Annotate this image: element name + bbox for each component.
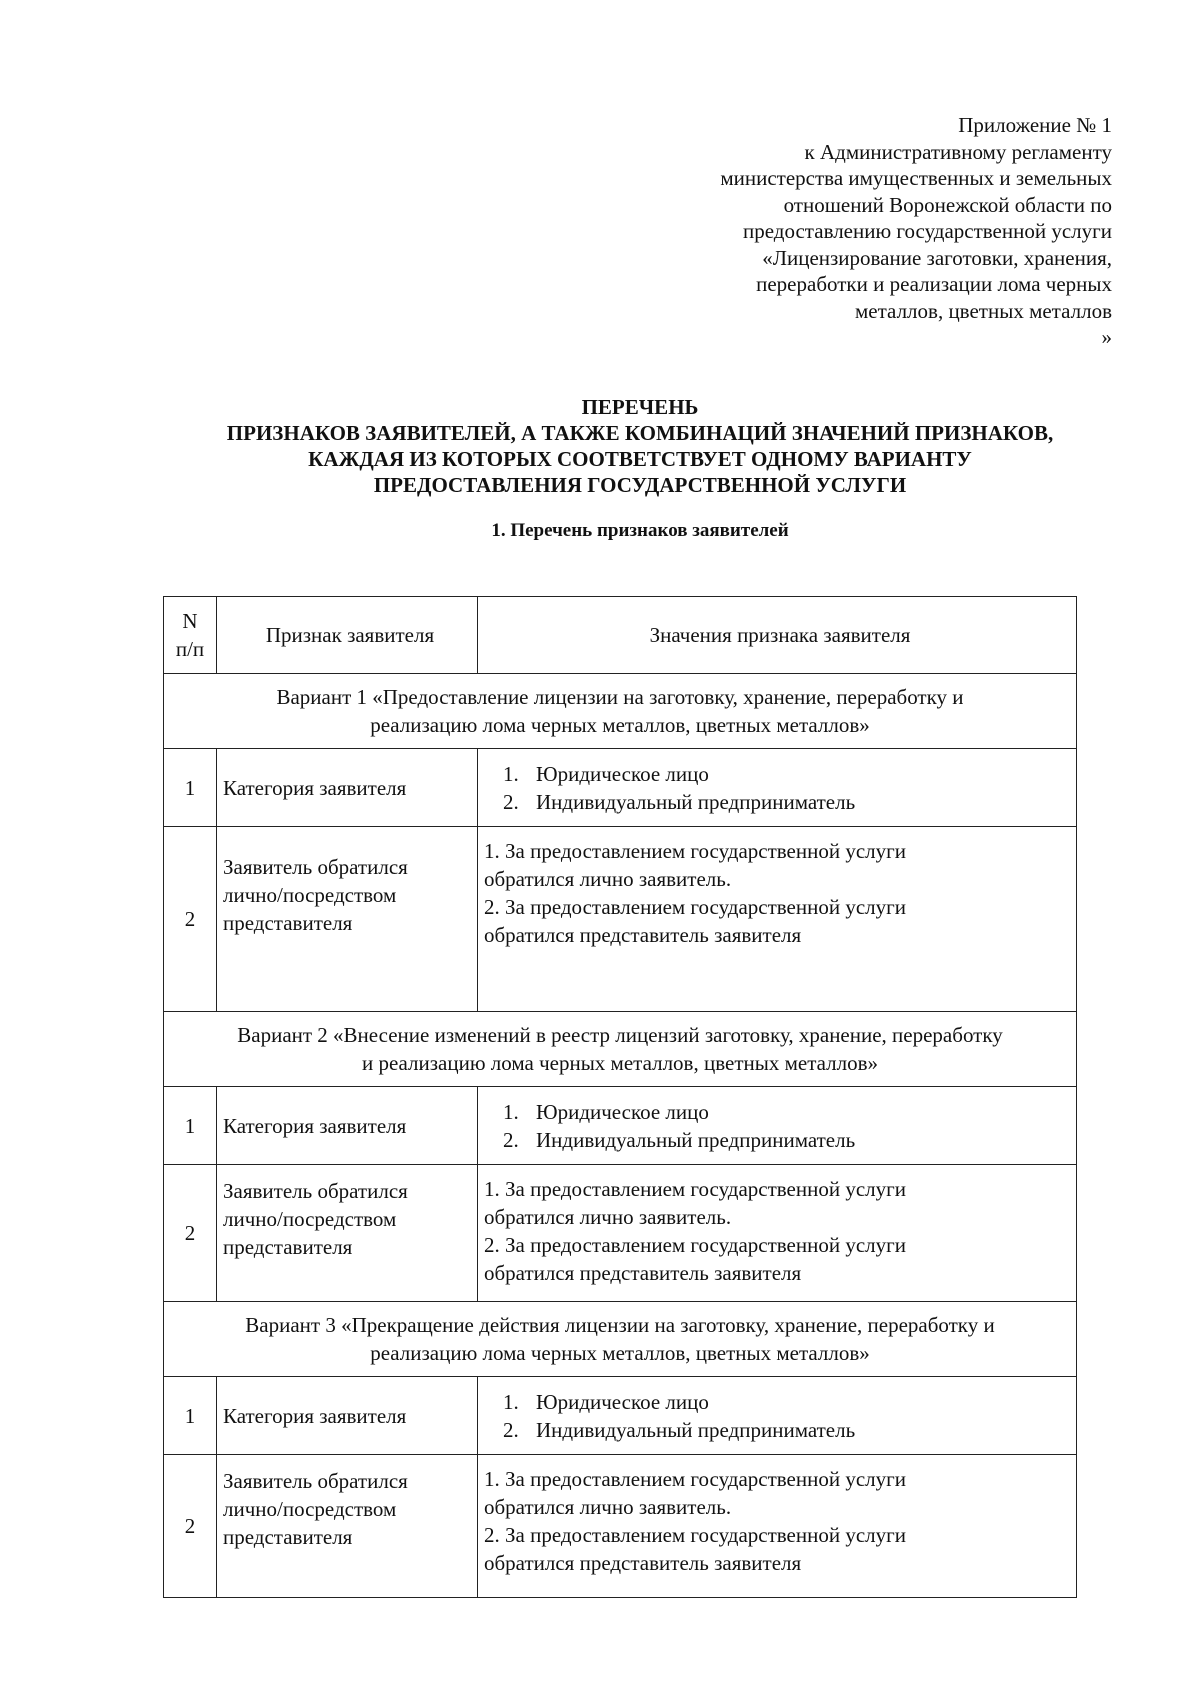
appendix-line: к Административному регламенту — [804, 139, 1112, 164]
appendix-line: металлов, цветных металлов — [855, 298, 1112, 323]
sign-line: Заявитель обратился — [223, 1469, 408, 1493]
row-sign — [217, 1165, 478, 1302]
value-line: обратился представитель заявителя — [484, 1261, 802, 1285]
variant-title — [164, 1012, 1077, 1087]
title-line: КАЖДАЯ ИЗ КОТОРЫХ СООТВЕТСТВУЕТ ОДНОМУ ВАРИАНТУ — [308, 447, 972, 471]
variant-title-line: реализацию лома черных металлов, цветных металлов» — [370, 713, 870, 737]
row-values — [478, 1087, 1077, 1165]
table-row — [164, 1377, 1077, 1455]
appendix-line: Приложение № 1 — [958, 113, 1112, 137]
row-num: 2 — [164, 1455, 217, 1598]
row-num: 1 — [164, 749, 217, 827]
variant-row — [164, 1012, 1077, 1087]
sign-line: лично/посредством — [223, 1497, 397, 1521]
list-item: 2. Индивидуальный предприниматель — [524, 1126, 1076, 1154]
list-item: 1. Юридическое лицо — [524, 1098, 1076, 1126]
document-title — [120, 394, 1160, 498]
values-list — [484, 760, 1076, 816]
value-line: 1. За предоставлением государственной услуги — [484, 839, 906, 863]
value-line: 1. За предоставлением государственной услуги — [484, 1177, 906, 1201]
appendix-line: отношений Воронежской области по — [783, 192, 1112, 217]
row-values — [478, 1455, 1077, 1598]
row-sign — [217, 827, 478, 1012]
header-values: Значения признака заявителя — [478, 597, 1077, 674]
row-num: 1 — [164, 1087, 217, 1165]
variant-title-line: Вариант 1 «Предоставление лицензии на заготовку, хранение, переработку и — [276, 685, 964, 709]
table-header-row — [164, 597, 1077, 674]
value-line: 2. За предоставлением государственной услуги — [484, 1523, 906, 1547]
list-item: 2. Индивидуальный предприниматель — [524, 788, 1076, 816]
header-sign: Признак заявителя — [217, 597, 478, 674]
appendix-line: » — [1101, 325, 1112, 349]
row-num: 2 — [164, 827, 217, 1012]
table-row — [164, 1165, 1077, 1302]
variant-title-line: Вариант 2 «Внесение изменений в реестр лицензий заготовку, хранение, переработку — [237, 1023, 1003, 1047]
header-num — [164, 597, 217, 674]
applicant-signs-table — [163, 596, 1077, 1598]
value-line: обратился лично заявитель. — [484, 867, 732, 891]
row-sign: Категория заявителя — [217, 749, 478, 827]
table-row — [164, 1087, 1077, 1165]
list-item: 1. Юридическое лицо — [524, 1388, 1076, 1416]
appendix-line: переработки и реализации лома черных — [756, 272, 1112, 296]
row-num: 2 — [164, 1165, 217, 1302]
value-line: обратился представитель заявителя — [484, 1551, 802, 1575]
title-line: ПРЕДОСТАВЛЕНИЯ ГОСУДАРСТВЕННОЙ УСЛУГИ — [373, 473, 907, 497]
table-row — [164, 1455, 1077, 1598]
title-line: ПРИЗНАКОВ ЗАЯВИТЕЛЕЙ, А ТАКЖЕ КОМБИНАЦИЙ ЗНАЧЕНИЙ ПРИЗНАКОВ, — [226, 421, 1054, 445]
sign-line: лично/посредством — [223, 883, 397, 907]
sign-line: Заявитель обратился — [223, 855, 408, 879]
value-line: обратился лично заявитель. — [484, 1205, 732, 1229]
list-item: 1. Юридическое лицо — [524, 760, 1076, 788]
row-values — [478, 1377, 1077, 1455]
section-title: 1. Перечень признаков заявителей — [491, 520, 789, 541]
variant-title — [164, 1302, 1077, 1377]
appendix-line: «Лицензирование заготовки, хранения, — [762, 245, 1112, 270]
sign-line: представителя — [223, 1525, 353, 1549]
value-line: обратился лично заявитель. — [484, 1495, 732, 1519]
appendix-line: министерства имущественных и земельных — [720, 166, 1112, 190]
variant-row — [164, 674, 1077, 749]
value-line: 2. За предоставлением государственной услуги — [484, 1233, 906, 1257]
row-values — [478, 1165, 1077, 1302]
header-num-line: N — [182, 609, 198, 633]
appendix-block — [592, 112, 1112, 351]
row-sign — [217, 1455, 478, 1598]
list-item: 2. Индивидуальный предприниматель — [524, 1416, 1076, 1444]
appendix-line: предоставлению государственной услуги — [743, 219, 1112, 243]
row-values — [478, 749, 1077, 827]
value-line: 1. За предоставлением государственной услуги — [484, 1467, 906, 1491]
row-values — [478, 827, 1077, 1012]
variant-title-line: реализацию лома черных металлов, цветных металлов» — [370, 1341, 870, 1365]
sign-line: представителя — [223, 1235, 353, 1259]
table-row — [164, 749, 1077, 827]
variant-title-line: и реализацию лома черных металлов, цветных металлов» — [361, 1051, 879, 1075]
values-list — [484, 1388, 1076, 1444]
variant-row — [164, 1302, 1077, 1377]
variant-title — [164, 674, 1077, 749]
table-row — [164, 827, 1077, 1012]
variant-title-line: Вариант 3 «Прекращение действия лицензии на заготовку, хранение, переработку и — [245, 1313, 995, 1337]
title-line: ПЕРЕЧЕНЬ — [581, 395, 699, 419]
row-sign: Категория заявителя — [217, 1377, 478, 1455]
value-line: обратился представитель заявителя — [484, 923, 802, 947]
row-num: 1 — [164, 1377, 217, 1455]
values-list — [484, 1098, 1076, 1154]
row-sign: Категория заявителя — [217, 1087, 478, 1165]
header-num-line: п/п — [175, 637, 205, 661]
sign-line: лично/посредством — [223, 1207, 397, 1231]
sign-line: представителя — [223, 911, 353, 935]
value-line: 2. За предоставлением государственной услуги — [484, 895, 906, 919]
sign-line: Заявитель обратился — [223, 1179, 408, 1203]
